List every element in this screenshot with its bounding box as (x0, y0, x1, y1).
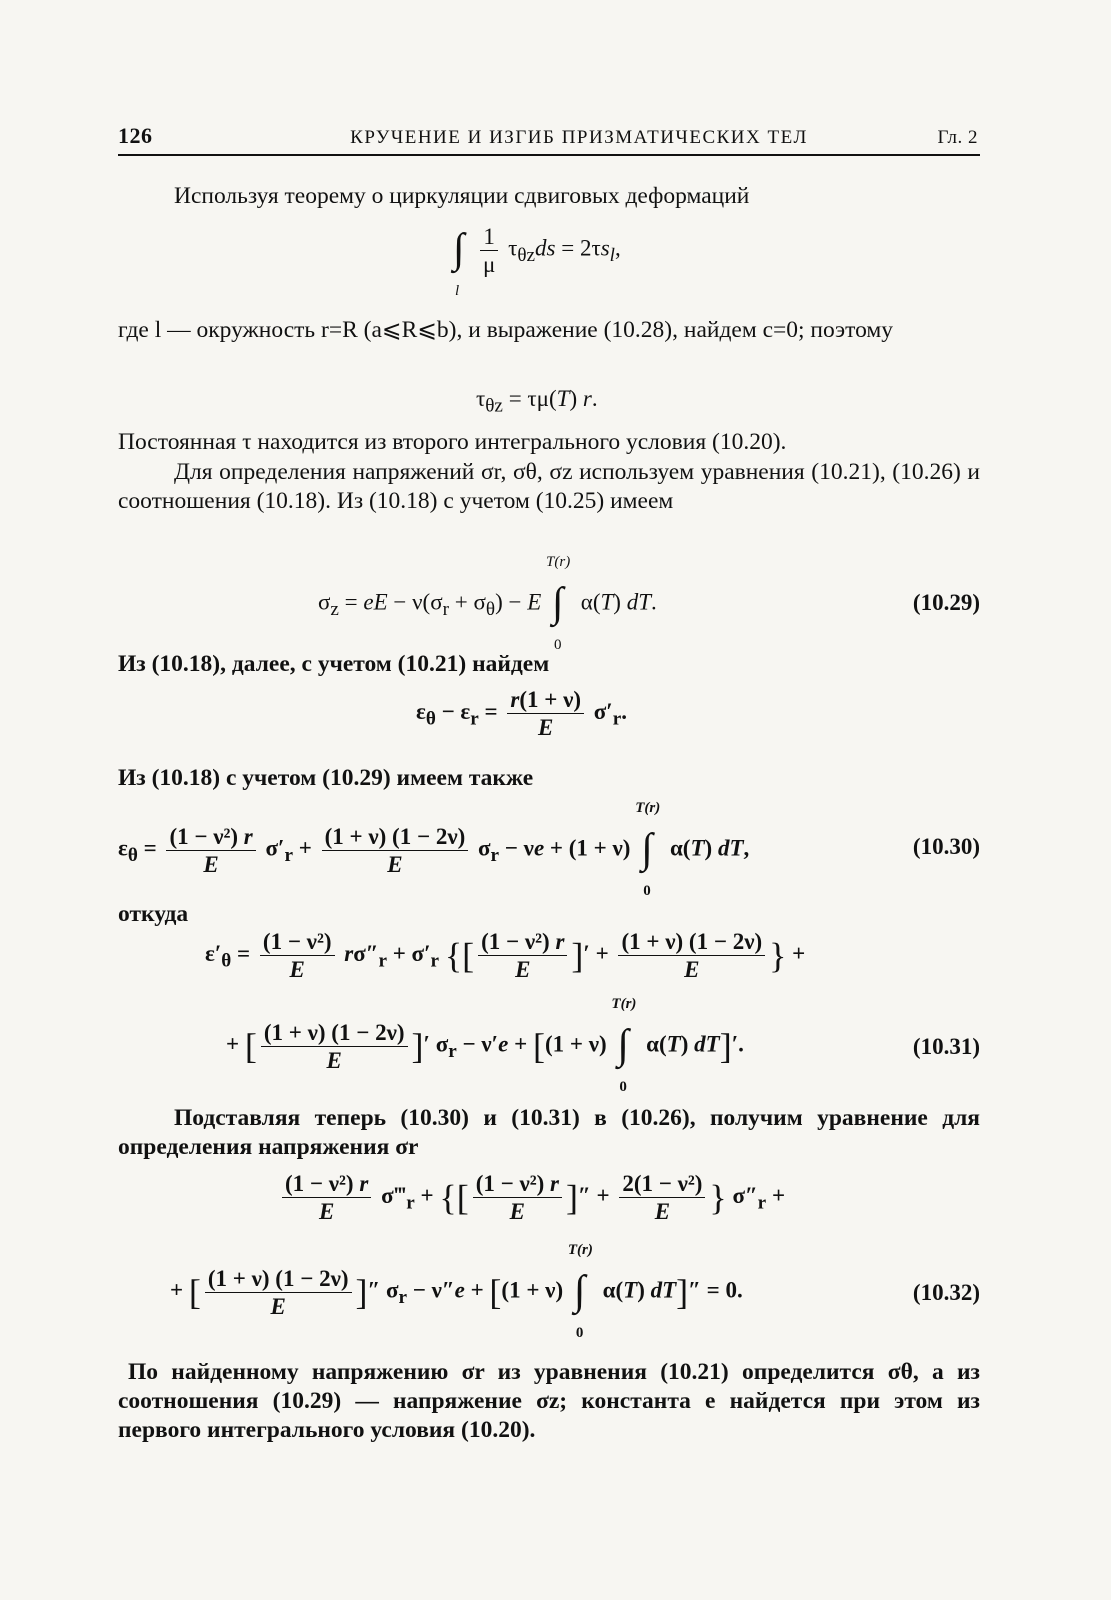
equation-10-32-line-1: $\frac{\text{(1 − ν²) r}}{E}$ $\sigma‴_r$ + {[ $\frac{\text{(1 − ν²) r}}{E}$ ]″ + $\frac{\text{2(1 − ν²)}}{E}$ } $\sigma''_r$ + (278, 1170, 785, 1225)
equation-number-10-31: (10.31) (912, 1034, 980, 1059)
paragraph-5: Из (10.18), далее, с учетом (10.21) найдем (118, 651, 550, 677)
paragraph-9: По найденному напряжению σr из уравнения (10.21) определится σθ, а из соотношения (10.29) — напряжение σz; константа e найдется при этом из первого интегрального условия (10.20). (118, 1359, 980, 1443)
running-title: КРУЧЕНИЕ И ИЗГИБ ПРИЗМАТИЧЕСКИХ ТЕЛ (350, 127, 808, 148)
equation-10-31-line-1: $\varepsilon'_\theta$ = $\frac{\text{(1 − ν²)}}{E}$ $r\sigma''_r + \sigma'_r$ {[ $\frac{\text{(1 − ν²) r}}{E}$ ]′ + $\frac{(1 + \nu) (1 - 2\nu)}{E}$ } + (205, 929, 806, 982)
paragraph-3: Постоянная τ находится из второго интегрального условия (10.20). (118, 429, 787, 455)
paragraph-4: Для определения напряжений σr, σθ, σz используем уравнения (10.21), (10.26) и соотношения (10.18). Из (10.18) с учетом (10.25) имеем (118, 459, 980, 514)
paragraph-8: Подставляя теперь (10.30) и (10.31) в (10.26), получим уравнение для определения напряжения σr (118, 1105, 980, 1160)
equation-10-30: $\varepsilon_\theta$ = $\frac{\text{(1 − ν²) r}}{E}$ $\sigma'_r$ + $\frac{(1 + \nu) (1 - 2\nu)}{E}$ $\sigma_r - \nu e + (1 + \nu)$ T(r) ∫ 0 α(T) dT, (118, 800, 750, 899)
equation-number-10-30: (10.30) (912, 834, 980, 859)
chapter-label: Гл. 2 (937, 127, 978, 148)
equation-10-32-line-2: + [ $\frac{(1 + \nu) (1 - 2\nu)}{E}$ ]″ $\sigma_r - \nu''e + [(1 + \nu)$ T(r) ∫ 0 α(T) dT]″ = 0. (170, 1242, 743, 1341)
equation-strain-diff: $\varepsilon_\theta - \varepsilon_r$ = $\frac{r(1 + \nu)}{E}$ $\sigma'_r$. (416, 687, 628, 740)
paragraph-7: откуда (118, 901, 189, 927)
paragraph-6: Из (10.18) с учетом (10.29) имеем также (118, 765, 534, 791)
equation-10-29: $\sigma_z$ = eE − $\nu(\sigma_r + \sigma_\theta) - E$ T(r) ∫ 0 α(T) dT. (318, 554, 657, 653)
integral-sign: ∫ l (453, 226, 465, 299)
equation-number-10-29: (10.29) (912, 590, 980, 615)
equation-tau-theta-z: $\tau_{\theta z} = \tau\mu(T)$ r. (476, 386, 598, 417)
paragraph-2: где l — окружность r=R (a⩽R⩽b), и выражение (10.28), найдем c=0; поэтому (118, 317, 894, 343)
equation-circulation: ∫ l $\frac{1}{\mu}$ $\tau_{\theta z}ds = 2\tau s_l$, (453, 223, 621, 299)
running-header (118, 124, 980, 156)
paragraph-1: Используя теорему о циркуляции сдвиговых деформаций (174, 183, 750, 209)
equation-number-10-32: (10.32) (912, 1280, 980, 1305)
equation-10-31-line-2: + [ $\frac{(1 + \nu) (1 - 2\nu)}{E}$ ]′ $\sigma_r - \nu'e + [(1 + \nu)$ T(r) ∫ 0 α(T) dT]′. (226, 996, 744, 1095)
page-number: 126 (118, 123, 153, 148)
